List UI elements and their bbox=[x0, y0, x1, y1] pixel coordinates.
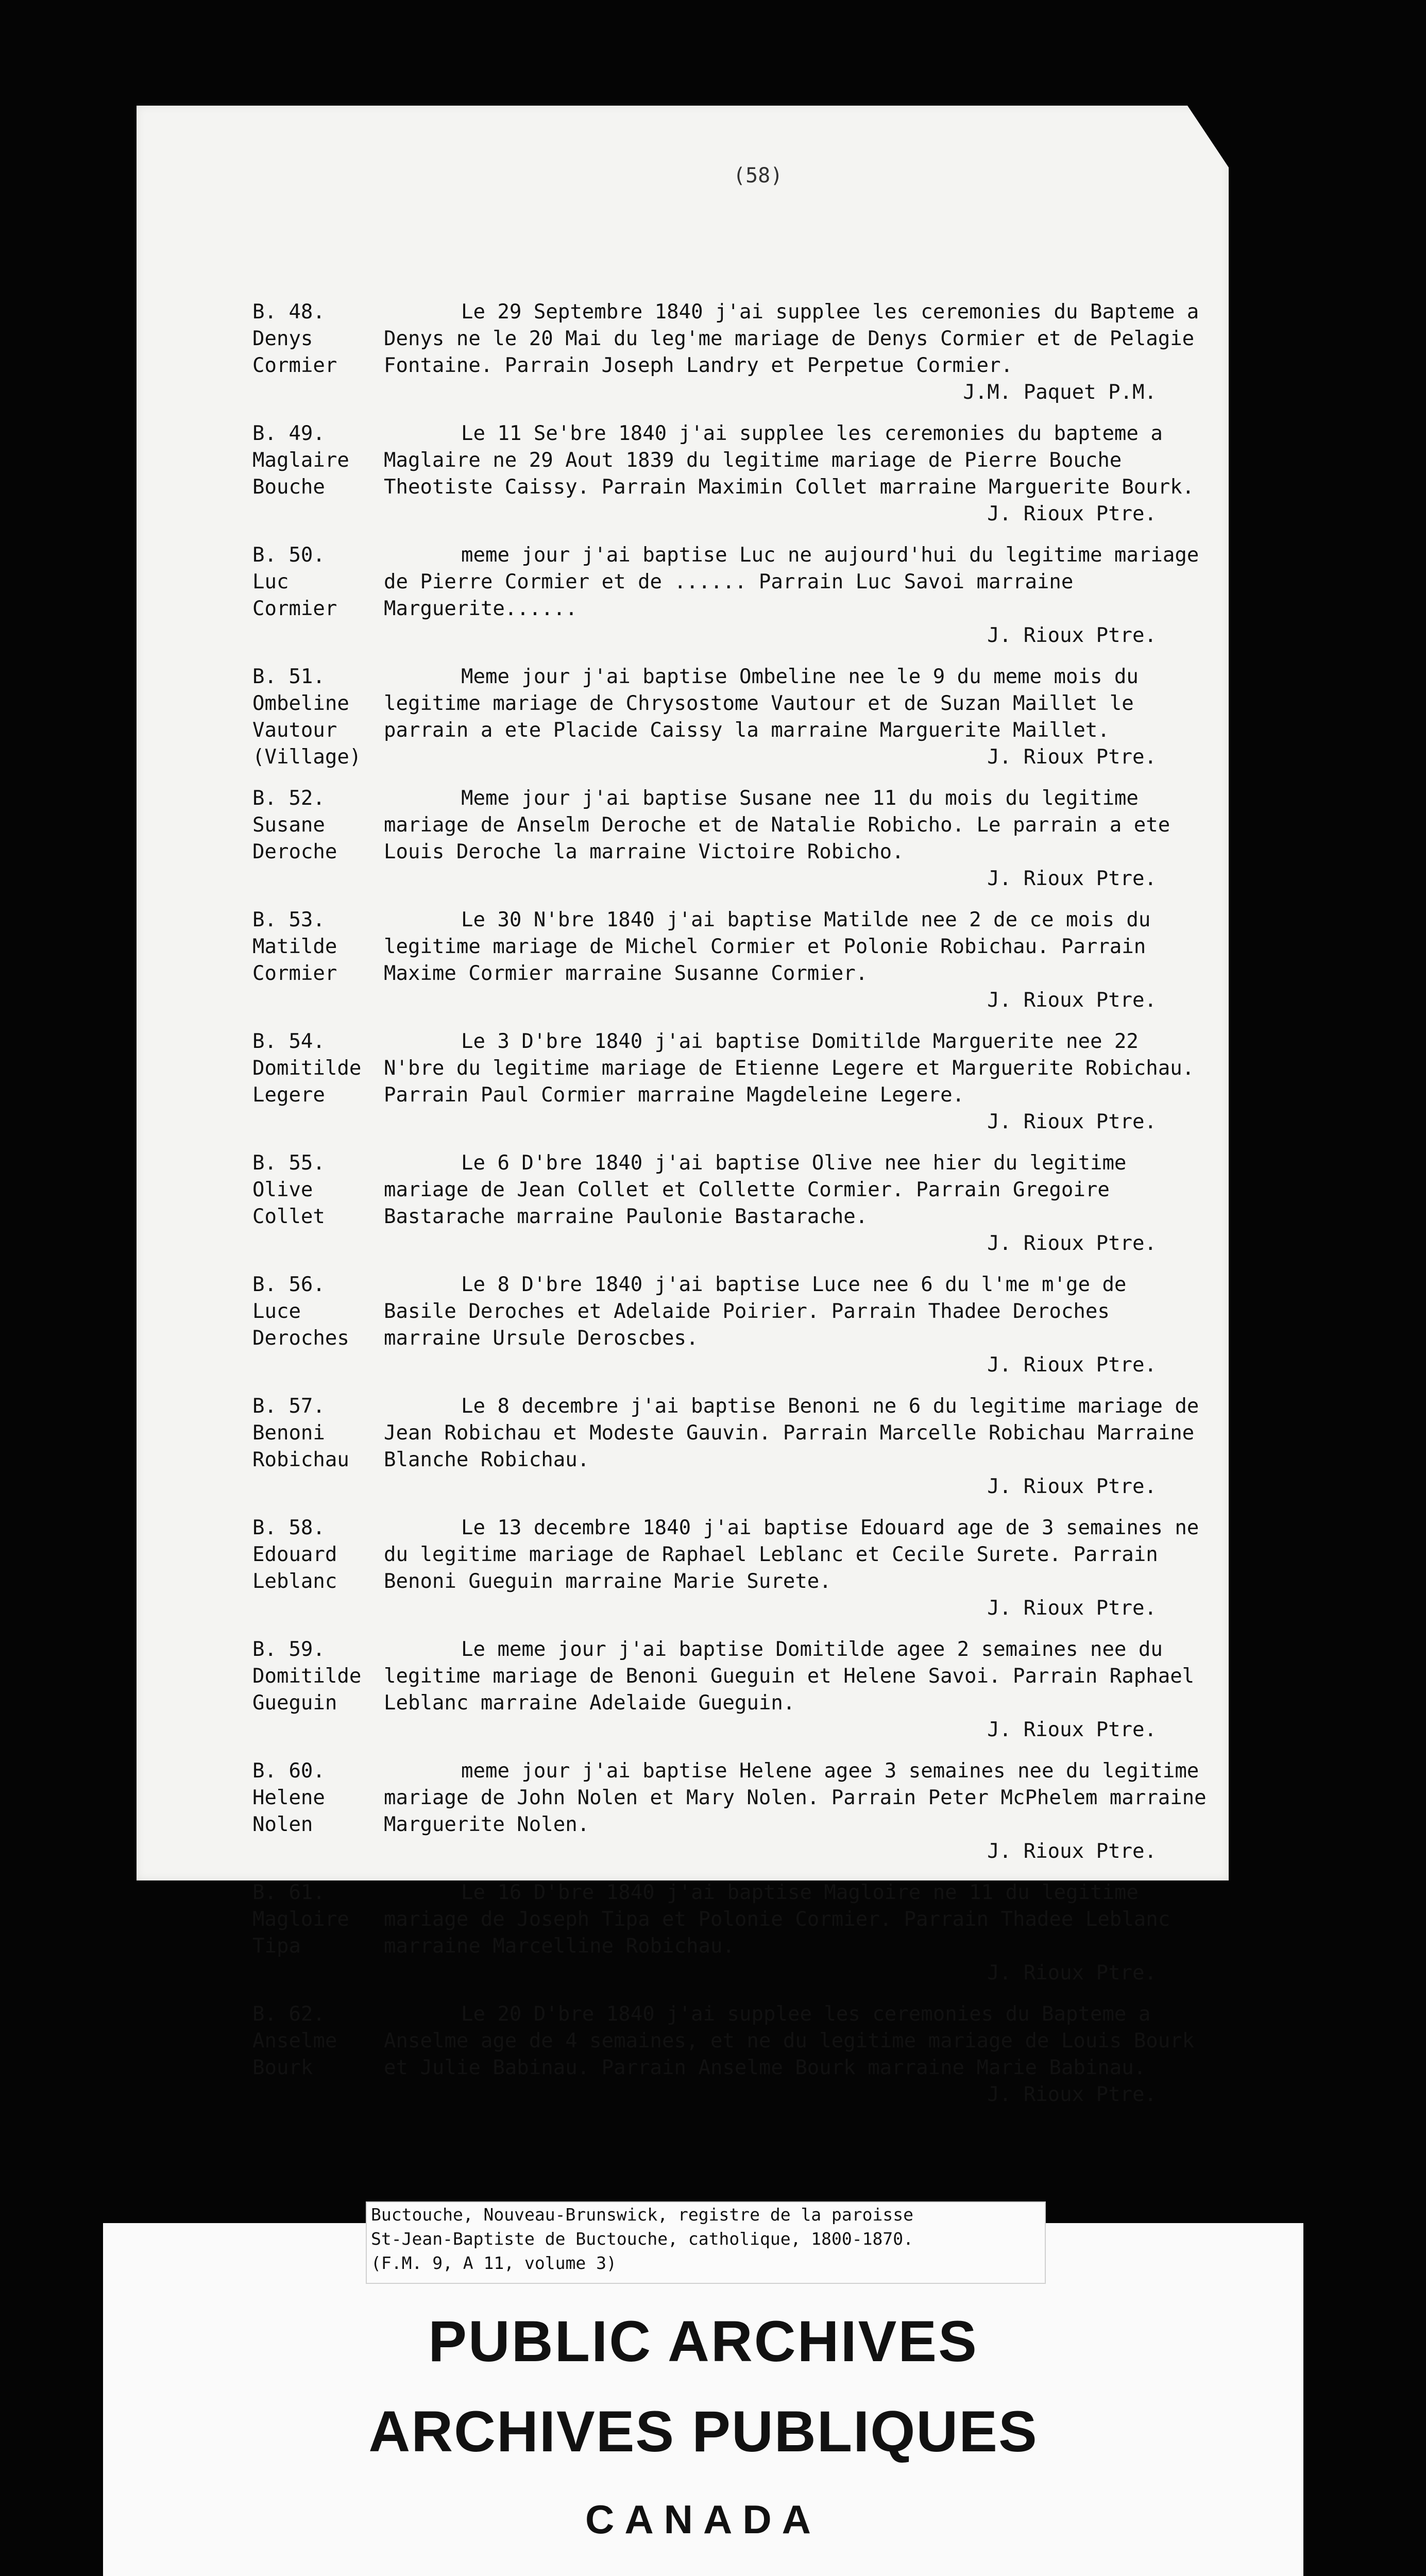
baptism-entry bbox=[252, 420, 1211, 528]
source-citation bbox=[371, 2202, 913, 2275]
entry-signature: J. Rioux Ptre. bbox=[987, 1353, 1157, 1377]
archive-target-card bbox=[103, 2205, 1303, 2576]
page-number: (58) bbox=[733, 164, 783, 188]
entry-signature: J. Rioux Ptre. bbox=[987, 624, 1157, 647]
entry-signature: J. Rioux Ptre. bbox=[987, 1475, 1157, 1498]
entry-signature: J. Rioux Ptre. bbox=[987, 745, 1157, 769]
entry-label: B. 52. Susane Deroche bbox=[252, 787, 337, 863]
archive-country: CANADA bbox=[585, 2497, 821, 2542]
entry-text: meme jour j'ai baptise Helene agee 3 semaines nee du legitime mariage de John Nolen et Mary Nolen. Parrain Peter McPhelem marraine Marguerite Nolen. bbox=[384, 1759, 1207, 1836]
entry-label: B. 61. Magloire Tipa bbox=[252, 1881, 349, 1958]
baptism-entry bbox=[252, 1393, 1211, 1500]
entry-signature: J. Rioux Ptre. bbox=[987, 1232, 1157, 1255]
entry-text: Meme jour j'ai baptise Ombeline nee le 9 du meme mois du legitime mariage de Chrysostome Vautour et de Suzan Maillet le parrain a ete Placide Caissy la marraine Marguerite Maillet. bbox=[384, 665, 1139, 742]
citation-line: (F.M. 9, A 11, volume 3) bbox=[371, 2253, 617, 2273]
entry-label: B. 54. Domitilde Legere bbox=[252, 1030, 362, 1107]
entry-signature: J. Rioux Ptre. bbox=[987, 1110, 1157, 1133]
entry-signature: J. Rioux Ptre. bbox=[987, 1961, 1157, 1985]
entry-text: Le 6 D'bre 1840 j'ai baptise Olive nee hier du legitime mariage de Jean Collet et Collette Cormier. Parrain Gregoire Bastarache marraine Paulonie Bastarache. bbox=[384, 1151, 1127, 1228]
baptism-entry bbox=[252, 299, 1211, 406]
entry-signature: J. Rioux Ptre. bbox=[987, 502, 1157, 526]
entry-text: Le 30 N'bre 1840 j'ai baptise Matilde nee 2 de ce mois du legitime mariage de Michel Cormier et Polonie Robichau. Parrain Maxime Cormier marraine Susanne Cormier. bbox=[384, 908, 1151, 985]
baptism-entry bbox=[252, 542, 1211, 649]
entry-text: Meme jour j'ai baptise Susane nee 11 du mois du legitime mariage de Anselm Deroche et de Natalie Robicho. Le parrain a ete Louis Deroche la marraine Victoire Robicho. bbox=[384, 787, 1170, 863]
baptism-entry bbox=[252, 785, 1211, 892]
baptism-entry bbox=[252, 1879, 1211, 1987]
entry-text: Le 16 D'bre 1840 j'ai baptise Magloire ne 11 du legitime mariage de Joseph Tipa et Polonie Cormier. Parrain Thadee Leblanc marraine Marcelline Robichau. bbox=[384, 1881, 1170, 1958]
register-page bbox=[137, 106, 1229, 2106]
entry-signature: J. Rioux Ptre. bbox=[987, 1597, 1157, 1620]
entry-label: B. 62. Anselme Bourk bbox=[252, 2003, 337, 2079]
entry-text: Le 8 D'bre 1840 j'ai baptise Luce nee 6 du l'me m'ge de Basile Deroches et Adelaide Poirier. Parrain Thadee Deroches marraine Ursule Deroscbes. bbox=[384, 1273, 1127, 1350]
entry-label: B. 55. Olive Collet bbox=[252, 1151, 325, 1228]
entry-text: Le meme jour j'ai baptise Domitilde agee 2 semaines nee du legitime mariage de Benoni Gueguin et Helene Savoi. Parrain Raphael Leblanc marraine Adelaide Gueguin. bbox=[384, 1638, 1195, 1715]
baptism-entry bbox=[252, 664, 1211, 771]
entry-text: Le 13 decembre 1840 j'ai baptise Edouard age de 3 semaines ne du legitime mariage de Raphael Leblanc et Cecile Surete. Parrain Benoni Gueguin marraine Marie Surete. bbox=[384, 1516, 1199, 1593]
entry-label: B. 53. Matilde Cormier bbox=[252, 908, 337, 985]
baptism-entry bbox=[252, 1272, 1211, 1379]
entry-label: B. 60. Helene Nolen bbox=[252, 1759, 325, 1836]
entry-signature: J. Rioux Ptre. bbox=[987, 2083, 1157, 2106]
baptism-entry bbox=[252, 1028, 1211, 1136]
baptism-entry bbox=[252, 1150, 1211, 1257]
archive-title-french: ARCHIVES PUBLIQUES bbox=[368, 2399, 1038, 2464]
torn-corner bbox=[1187, 106, 1229, 167]
citation-line: St-Jean-Baptiste de Buctouche, catholique, 1800-1870. bbox=[371, 2229, 913, 2249]
citation-line: Buctouche, Nouveau-Brunswick, registre de la paroisse bbox=[371, 2205, 913, 2225]
baptism-entry bbox=[252, 1515, 1211, 1622]
entry-text: Le 29 Septembre 1840 j'ai supplee les ceremonies du Bapteme a Denys ne le 20 Mai du leg'me mariage de Denys Cormier et de Pelagie Fontaine. Parrain Joseph Landry et Perpetue Cormier. bbox=[384, 300, 1199, 377]
entry-label: B. 56. Luce Deroches bbox=[252, 1273, 349, 1350]
entry-label: B. 59. Domitilde Gueguin bbox=[252, 1638, 362, 1715]
entry-label: B. 49. Maglaire Bouche bbox=[252, 422, 349, 499]
entry-text: Le 20 D'bre 1840 j'ai supplee les ceremonies du Bapteme a Anselme age de 4 semaines, et ne du legitime mariage de Louis Bourk et Julie Babinau. Parrain Anselme Bourk marraine Marie Babinau. bbox=[384, 2003, 1195, 2079]
baptism-entry bbox=[252, 907, 1211, 1014]
entry-text: Le 3 D'bre 1840 j'ai baptise Domitilde Marguerite nee 22 N'bre du legitime mariage de Etienne Legere et Marguerite Robichau. Parrain Paul Cormier marraine Magdeleine Legere. bbox=[384, 1030, 1195, 1107]
entry-signature: J. Rioux Ptre. bbox=[987, 1840, 1157, 1863]
baptism-entries bbox=[252, 299, 1211, 2123]
entry-text: Le 8 decembre j'ai baptise Benoni ne 6 du legitime mariage de Jean Robichau et Modeste Gauvin. Parrain Marcelle Robichau Marraine Blanche Robichau. bbox=[384, 1395, 1199, 1471]
entry-signature: J. Rioux Ptre. bbox=[987, 1718, 1157, 1741]
baptism-entry bbox=[252, 1758, 1211, 1865]
entry-text: meme jour j'ai baptise Luc ne aujourd'hui du legitime mariage de Pierre Cormier et de ...... Parrain Luc Savoi marraine Marguerite...... bbox=[384, 544, 1199, 620]
entry-label: B. 58. Edouard Leblanc bbox=[252, 1516, 337, 1593]
entry-label: B. 57. Benoni Robichau bbox=[252, 1395, 349, 1471]
entry-signature: J. Rioux Ptre. bbox=[987, 989, 1157, 1012]
entry-label: B. 50. Luc Cormier bbox=[252, 544, 337, 620]
entry-signature: J.M. Paquet P.M. bbox=[963, 381, 1157, 404]
archive-title-english: PUBLIC ARCHIVES bbox=[428, 2309, 978, 2374]
entry-label: B. 51. Ombeline Vautour (Village) bbox=[252, 665, 362, 769]
source-citation-strip bbox=[366, 2201, 1046, 2284]
entry-signature: J. Rioux Ptre. bbox=[987, 867, 1157, 890]
baptism-entry bbox=[252, 2001, 1211, 2108]
baptism-entry bbox=[252, 1636, 1211, 1743]
entry-label: B. 48. Denys Cormier bbox=[252, 300, 337, 377]
entry-text: Le 11 Se'bre 1840 j'ai supplee les ceremonies du bapteme a Maglaire ne 29 Aout 1839 du legitime mariage de Pierre Bouche Theotiste Caissy. Parrain Maximin Collet marraine Marguerite Bourk. bbox=[384, 422, 1195, 499]
